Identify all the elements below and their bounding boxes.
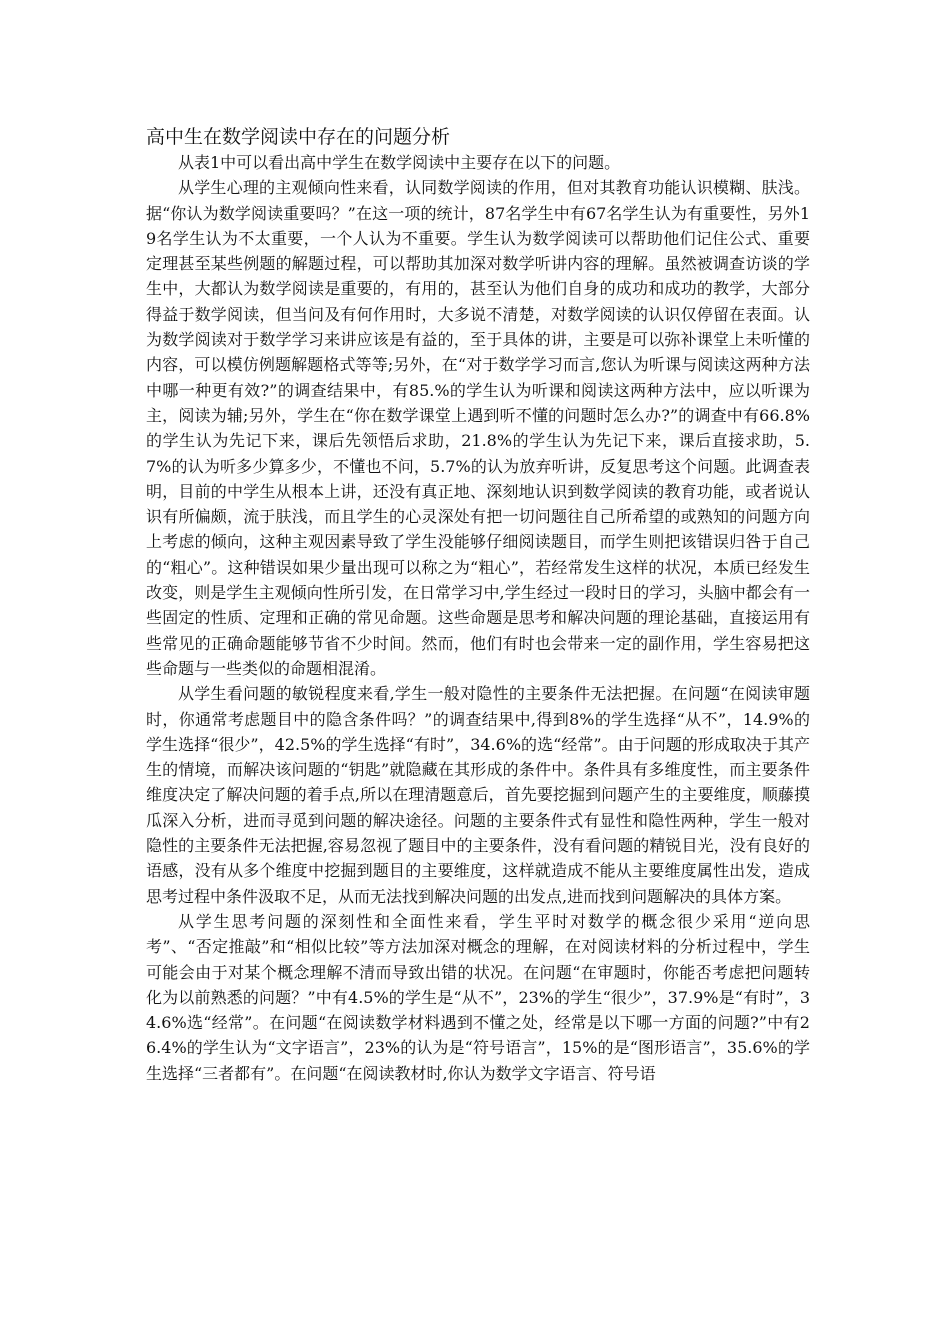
- document-title: 高中生在数学阅读中存在的问题分析: [146, 126, 451, 148]
- paragraph-depth: 从学生思考问题的深刻性和全面性来看，学生平时对数学的概念很少采用“逆向思考”、“否定推敲”和“相似比较”等方法加深对概念的理解，在对阅读材料的分析过程中，学生可能会由于对某个概念理解不清而导致出错的状况。在问题“在审题时，你能否考虑把问题转化为以前熟悉的问题？”中有4.5%的学生是“从不”，23%的学生“很少”，37.9%是“有时”，34.6%选“经常”。在问题“在阅读数学材料遇到不懂之处，经常是以下哪一方面的问题?”中有26.4%的学生认为“文字语言”，23%的认为是“符号语言”，15%的是“图形语言”，35.6%的学生选择“三者都有”。在问题“在阅读教材时,你认为数学文字语言、符号语: [146, 911, 810, 1083]
- paragraph-intro: 从表1中可以看出高中学生在数学阅读中主要存在以下的问题。: [178, 153, 621, 172]
- paragraph-sensitivity: 从学生看问题的敏锐程度来看,学生一般对隐性的主要条件无法把握。在问题“在阅读审题时，你通常考虑题目中的隐含条件吗？”的调查结果中,得到8%的学生选择“从不”，14.9%的学生选择“很少”，42.5%的学生选择“有时”，34.6%的选“经常”。由于问题的形成取决于其产生的情境，而解决该问题的“钥匙”就隐藏在其形成的条件中。条件具有多维度性，而主要条件维度决定了解决问题的着手点,所以在理清题意后，首先要挖掘到问题产生的主要维度，顺藤摸瓜深入分析，进而寻觅到问题的解决途径。问题的主要条件式有显性和隐性两种，学生一般对隐性的主要条件无法把握,容易忽视了题目中的主要条件，没有看问题的精锐目光，没有良好的语感，没有从多个维度中挖掘到题目的主要维度，这样就造成不能从主要维度属性出发，造成思考过程中条件汲取不足，从而无法找到解决问题的出发点,进而找到问题解决的具体方案。: [146, 684, 810, 906]
- paragraph-psychology: 从学生心理的主观倾向性来看，认同数学阅读的作用，但对其教育功能认识模糊、肤浅。据“你认为数学阅读重要吗？”在这一项的统计，87名学生中有67名学生认为有重要性，另外19名学生认为不太重要，一个人认为不重要。学生认为数学阅读可以帮助他们记住公式、重要定理甚至某些例题的解题过程，可以帮助其加深对数学听讲内容的理解。虽然被调查访谈的学生中，大都认为数学阅读是重要的，有用的，甚至认为他们自身的成功和成功的教学，大部分得益于数学阅读，但当问及有何作用时，大多说不清楚，对数学阅读的认识仅停留在表面。认为数学阅读对于数学学习来讲应该是有益的，至于具体的讲，主要是可以弥补课堂上未听懂的内容，可以模仿例题解题格式等等;另外，在“对于数学学习而言,您认为听课与阅读这两种方法中哪一种更有效?”的调查结果中，有85.%的学生认为听课和阅读这两种方法中，应以听课为主，阅读为辅;另外，学生在“你在数学课堂上遇到听不懂的问题时怎么办?”的调查中有66.8%的学生认为先记下来，课后先领悟后求助，21.8%的学生认为先记下来，课后直接求助，5.7%的认为听多少算多少，不懂也不问，5.7%的认为放弃听讲，反复思考这个问题。此调查表明，目前的中学生从根本上讲，还没有真正地、深刻地认识到数学阅读的教育功能，或者说认识有所偏颇，流于肤浅，而且学生的心灵深处有把一切问题往自己所希望的或熟知的问题方向上考虑的倾向，这种主观因素导致了学生没能够仔细阅读题目，而学生则把该错误归咎于自己的“粗心”。这种错误如果少量出现可以称之为“粗心”，若经常发生这样的状况，本质已经发生改变，则是学生主观倾向性所引发，在日常学习中,学生经过一段时日的学习，头脑中都会有一些固定的性质、定理和正确的常见命题。这些命题是思考和解决问题的理论基础，直接运用有些常见的正确命题能够节省不少时间。然而，他们有时也会带来一定的副作用，学生容易把这些命题与一些类似的命题相混淆。: [146, 178, 810, 678]
- document-body: [146, 124, 810, 1086]
